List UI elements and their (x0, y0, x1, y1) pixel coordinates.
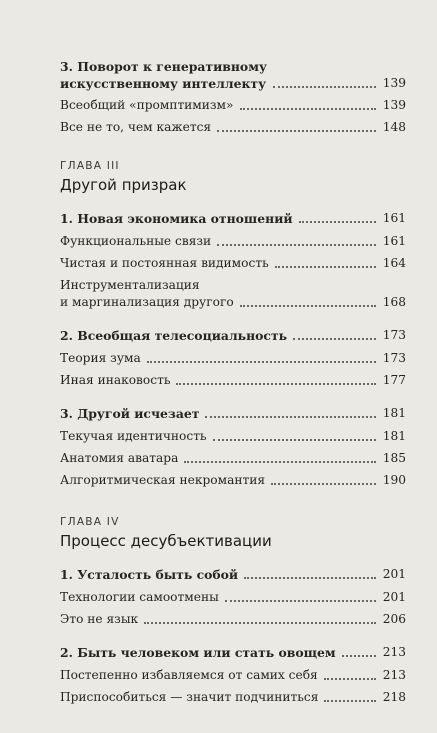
dot-leader (324, 678, 376, 680)
toc-entry (60, 277, 406, 311)
toc-entry (60, 667, 406, 684)
toc-entry-title: Приспособиться — значит подчиниться (60, 689, 322, 706)
dot-leader (275, 266, 376, 268)
toc-entry-title: Иная инаковость (60, 372, 174, 389)
dot-leader (205, 416, 376, 418)
page-number: 206 (378, 611, 406, 628)
toc-entry-title: Теория зума (60, 350, 145, 367)
dot-leader (299, 221, 376, 223)
toc-section-title: 1. Усталость быть собой (60, 566, 242, 583)
toc-section-title: 2. Всеобщая телесоциальность (60, 327, 291, 344)
dot-leader (293, 338, 376, 340)
toc-entry-title: Чистая и постоянная видимость (60, 255, 273, 272)
page-number: 177 (378, 372, 406, 389)
page-number: 181 (378, 405, 406, 422)
page-number: 168 (378, 294, 406, 311)
toc-section-title: 3. Другой исчезает (60, 405, 203, 422)
toc-entry-title: Технологии самоотмены (60, 589, 223, 606)
page-number: 164 (378, 255, 406, 272)
toc-section-entry (60, 405, 406, 422)
dot-leader (240, 108, 377, 110)
toc-section-entry (60, 566, 406, 583)
toc-section-title: 1. Новая экономика отношений (60, 210, 297, 227)
page-number: 190 (378, 472, 406, 489)
page-number: 181 (378, 428, 406, 445)
toc-entry-title: Функциональные связи (60, 233, 215, 250)
toc-entry (60, 611, 406, 628)
chapter-label: ГЛАВА III (60, 160, 120, 172)
toc-section-title: 3. Поворот к генеративному искусственному интеллекту (60, 58, 271, 92)
toc-entry (60, 372, 406, 389)
dot-leader (147, 361, 376, 363)
page-number: 185 (378, 450, 406, 467)
toc-entry-title: Все не то, чем кажется (60, 119, 215, 136)
toc-entry-title: Это не язык (60, 611, 142, 628)
toc-entry (60, 589, 406, 606)
toc-entry (60, 255, 406, 272)
dot-leader (342, 655, 376, 657)
chapter-title: Другой призрак (60, 176, 187, 194)
page-number: 139 (378, 97, 406, 114)
page-number: 161 (378, 233, 406, 250)
dot-leader (217, 244, 376, 246)
dot-leader (176, 383, 376, 385)
page-number: 213 (378, 644, 406, 661)
toc-entry (60, 350, 406, 367)
dot-leader (213, 439, 376, 441)
dot-leader (184, 461, 376, 463)
toc-entry-title: Инструментализация и маргинализация другого (60, 277, 238, 311)
toc-entry-title: Анатомия аватара (60, 450, 182, 467)
toc-entry (60, 428, 406, 445)
page-number: 201 (378, 589, 406, 606)
toc-entry-title: Всеобщий «промптимизм» (60, 97, 238, 114)
toc-entry (60, 450, 406, 467)
dot-leader (217, 130, 376, 132)
page-number: 213 (378, 667, 406, 684)
dot-leader (240, 305, 376, 307)
toc-entry (60, 472, 406, 489)
dot-leader (324, 700, 376, 702)
table-of-contents (60, 58, 406, 706)
dot-leader (271, 483, 376, 485)
toc-entry (60, 689, 406, 706)
toc-section-title: 2. Быть человеком или стать овощем (60, 644, 340, 661)
dot-leader (244, 577, 376, 579)
page-number: 148 (378, 119, 406, 136)
chapter-label: ГЛАВА IV (60, 516, 120, 528)
toc-section-entry (60, 210, 406, 227)
toc-entry-title: Текучая идентичность (60, 428, 211, 445)
toc-entry (60, 233, 406, 250)
page-number: 161 (378, 210, 406, 227)
toc-entry (60, 119, 406, 136)
toc-entry-title: Постепенно избавляемся от самих себя (60, 667, 322, 684)
toc-section-entry (60, 644, 406, 661)
page-number: 218 (378, 689, 406, 706)
page-number: 173 (378, 327, 406, 344)
chapter-title: Процесс десубъективации (60, 532, 272, 550)
page-number: 173 (378, 350, 406, 367)
toc-entry-title: Алгоритмическая некромантия (60, 472, 269, 489)
dot-leader (225, 600, 376, 602)
dot-leader (144, 622, 376, 624)
page-number: 139 (378, 75, 406, 92)
toc-section-entry (60, 327, 406, 344)
page-number: 201 (378, 566, 406, 583)
dot-leader (273, 86, 376, 88)
toc-section-entry (60, 58, 406, 92)
toc-entry (60, 97, 406, 114)
